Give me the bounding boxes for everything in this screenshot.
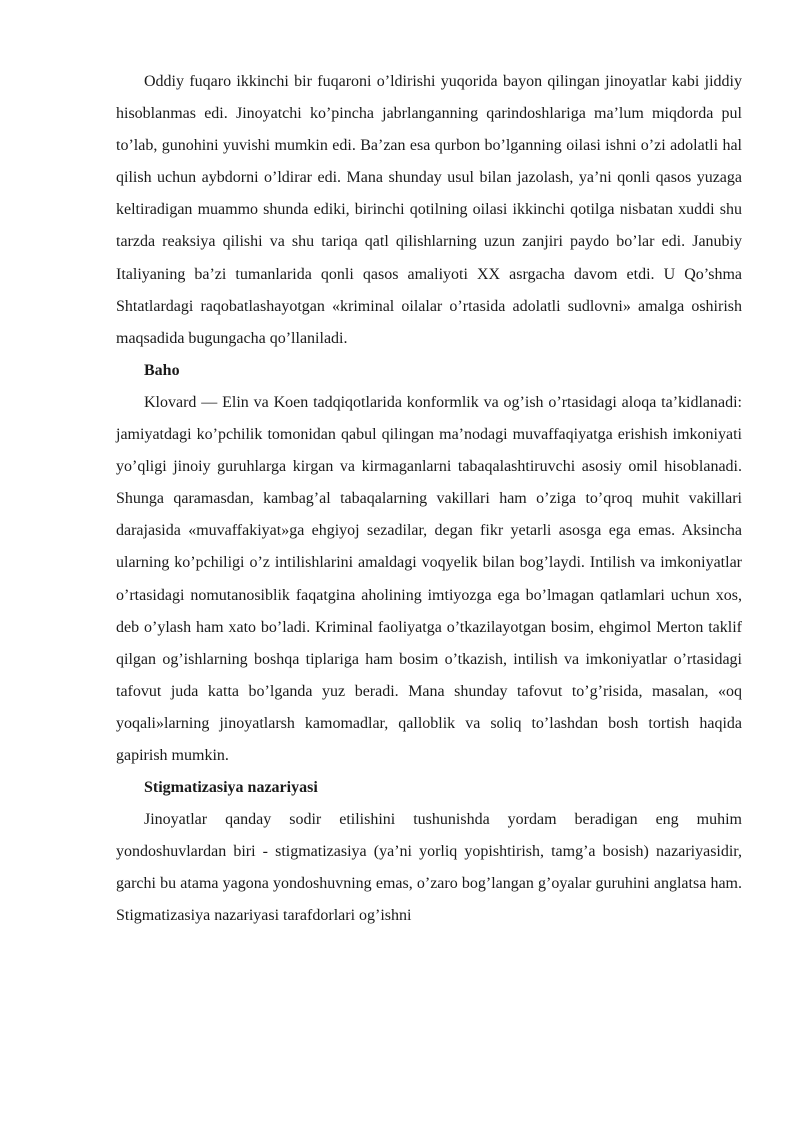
document-page (116, 66, 742, 933)
paragraph-blood-feud: Oddiy fuqaro ikkinchi bir fuqaroni o’ldirishi yuqorida bayon qilingan jinoyatlar kabi jiddiy hisoblanmas edi. Jinoyatchi ko’pincha jabrlanganning qarindoshlariga ma’lum miqdorda pul to’lab, gunohini yuvishi mumkin edi. Ba’zan esa qurbon bo’lganning oilasi ishni o’zi adolatli hal qilish uchun aybdorni o’ldirar edi. Mana shunday usul bilan jazolash, ya’ni qonli qasos yuzaga keltiradigan muammo shunda ediki, birinchi qotilning oilasi ikkinchi qotilga nisbatan xuddi shu tarzda reaksiya qilishi va shu tariqa qatl qilishlarning uzun zanjiri paydo bo’lar edi. Janubiy Italiyaning ba’zi tumanlarida qonli qasos amaliyoti XX asrgacha davom etdi. U Qo’shma Shtatlardagi raqobatlashayotgan «kriminal oilalar o’rtasida adolatli sudlovni» amalga oshirish maqsadida bugungacha qo’llaniladi. (116, 73, 742, 347)
paragraph-stigmatization: Jinoyatlar qanday sodir etilishini tushunishda yordam beradigan eng muhim yondoshuvlardan biri - stigmatizasiya (ya’ni yorliq yopishtirish, tamg’a bosish) nazariyasidir, garchi bu atama yagona yondoshuvning emas, o’zaro bog’langan g’oyalar guruhini anglatsa ham. Stigmatizasiya nazariyasi tarafdorlari og’ishni (116, 811, 742, 925)
section-heading-baho: Baho (144, 361, 180, 379)
paragraph-evaluation: Klovard — Elin va Koen tadqiqotlarida konformlik va og’ish o’rtasidagi aloqa ta’kidlanadi: jamiyatdagi ko’pchilik tomonidan qabul qilingan ma’nodagi muvaffaqiyatga erishish imkoniyati yo’qligi jinoiy guruhlarga kirgan va kirmaganlarni tabaqalashtiruvchi asosiy omil hisoblanadi. Shunga qaramasdan, kambag’al tabaqalarning vakillari ham o’ziga to’qroq muhit vakillari darajasida «muvaffakiyat»ga ehgiyoj sezadilar, degan fikr yetarli asosga ega emas. Aksincha ularning ko’pchiligi o’z intilishlarini amaldagi voqyelik bilan bog’laydi. Intilish va imkoniyatlar o’rtasidagi nomutanosiblik faqatgina aholining imtiyozga ega bo’lmagan qatlamlari uchun xos, deb o’ylash ham xato bo’ladi. Kriminal faoliyatga o’tkazilayotgan bosim, ehgimol Merton taklif qilgan og’ishlarning boshqa tiplariga ham bosim o’tkazish, intilish va imkoniyatlar o’rtasidagi tafovut juda katta bo’lganda yuz beradi. Mana shunday tafovut to’g’risida, masalan, «oq yoqali»larning jinoyatlarsh kamomadlar, qalloblik va soliq to’lashdan bosh tortish haqida gapirish mumkin. (116, 393, 742, 764)
section-heading-stigmatization: Stigmatizasiya nazariyasi (144, 779, 318, 797)
